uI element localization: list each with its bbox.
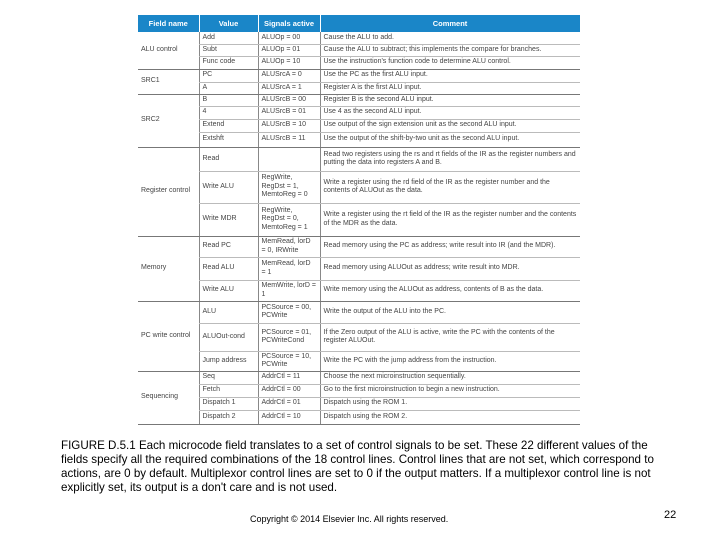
value-cell: Fetch (199, 384, 258, 397)
value-cell: Read (199, 147, 258, 171)
table-row (138, 280, 580, 301)
field-name-cell: PC write control (138, 301, 199, 371)
table-row (138, 56, 580, 69)
field-name-cell: SRC1 (138, 69, 199, 94)
comment-cell: Use 4 as the second ALU input. (320, 106, 580, 119)
value-cell: Write MDR (199, 203, 258, 236)
value-cell: Dispatch 1 (199, 397, 258, 410)
comment-cell: Read two registers using the rs and rt fields of the IR as the register numbers and putting the data into registers A and B. (320, 147, 580, 171)
comment-cell: Register A is the first ALU input. (320, 82, 580, 94)
comment-cell: Go to the first microinstruction to begin a new instruction. (320, 384, 580, 397)
value-cell: B (199, 94, 258, 106)
comment-cell: Use the PC as the first ALU input. (320, 69, 580, 82)
value-cell: Read ALU (199, 257, 258, 280)
comment-cell: Use the instruction's function code to determine ALU control. (320, 56, 580, 69)
signals-cell (258, 147, 320, 171)
figure-caption: FIGURE D.5.1 Each microcode field translates to a set of control signals to be set. These 22 different values of the fields specify all the required combinations of the 18 control lines. Control lines that are not set, which correspond to actions, are 0 by default. Multiplexor control lines are set to 0 if the output matters. If a multiplexor control line is not explicitly set, its output is a don't care and is not used. (61, 439, 654, 494)
comment-cell: Read memory using the PC as address; write result into IR (and the MDR). (320, 236, 580, 257)
header-field-name: Field name (138, 15, 199, 32)
signals-cell: AddrCtl = 11 (258, 371, 320, 384)
signals-cell: ALUOp = 01 (258, 44, 320, 56)
table-row (138, 69, 580, 82)
table-row (138, 236, 580, 257)
value-cell: Extshft (199, 132, 258, 147)
value-cell: ALUOut-cond (199, 323, 258, 351)
comment-cell: Dispatch using the ROM 1. (320, 397, 580, 410)
signals-cell: PCSource = 10, PCWrite (258, 351, 320, 371)
value-cell: Write ALU (199, 171, 258, 203)
signals-cell: RegWrite, RegDst = 0, MemtoReg = 1 (258, 203, 320, 236)
value-cell: Seq (199, 371, 258, 384)
signals-cell: ALUSrcB = 00 (258, 94, 320, 106)
comment-cell: Write the PC with the jump address from the instruction. (320, 351, 580, 371)
signals-cell: MemWrite, lorD = 1 (258, 280, 320, 301)
table-row (138, 323, 580, 351)
signals-cell: PCSource = 00, PCWrite (258, 301, 320, 323)
table-row (138, 32, 580, 44)
field-name-cell: Register control (138, 147, 199, 236)
table-row (138, 132, 580, 147)
copyright-notice: Copyright © 2014 Elsevier Inc. All rights reserved. (250, 514, 449, 524)
field-name-cell: Memory (138, 236, 199, 301)
table-row (138, 44, 580, 56)
comment-cell: Cause the ALU to add. (320, 32, 580, 44)
header-comment: Comment (320, 15, 580, 32)
table-row (138, 94, 580, 106)
signals-cell: MemRead, lorD = 1 (258, 257, 320, 280)
table-row (138, 203, 580, 236)
comment-cell: Use the output of the shift-by-two unit as the second ALU input. (320, 132, 580, 147)
value-cell: A (199, 82, 258, 94)
value-cell: ALU (199, 301, 258, 323)
value-cell: 4 (199, 106, 258, 119)
field-name-cell: ALU control (138, 32, 199, 69)
table-row (138, 171, 580, 203)
signals-cell: MemRead, lorD = 0, IRWrite (258, 236, 320, 257)
comment-cell: Read memory using ALUOut as address; write result into MDR. (320, 257, 580, 280)
value-cell: Subt (199, 44, 258, 56)
table-row (138, 257, 580, 280)
value-cell: Add (199, 32, 258, 44)
value-cell: Dispatch 2 (199, 410, 258, 424)
comment-cell: Register B is the second ALU input. (320, 94, 580, 106)
signals-cell: ALUOp = 10 (258, 56, 320, 69)
table-row (138, 82, 580, 94)
table-row (138, 147, 580, 171)
table-row (138, 410, 580, 424)
comment-cell: Write a register using the rt field of the IR as the register number and the contents of the MDR as the data. (320, 203, 580, 236)
comment-cell: Write a register using the rd field of the IR as the register number and the contents of ALUOut as the data. (320, 171, 580, 203)
comment-cell: Choose the next microinstruction sequentially. (320, 371, 580, 384)
signals-cell: ALUSrcB = 10 (258, 119, 320, 132)
value-cell: Jump address (199, 351, 258, 371)
table-row (138, 106, 580, 119)
signals-cell: ALUSrcA = 0 (258, 69, 320, 82)
comment-cell: If the Zero output of the ALU is active, write the PC with the contents of the register ALUOut. (320, 323, 580, 351)
table-row (138, 351, 580, 371)
header-signals-active: Signals active (258, 15, 320, 32)
value-cell: Extend (199, 119, 258, 132)
page-number: 22 (664, 509, 677, 521)
signals-cell: ALUSrcB = 01 (258, 106, 320, 119)
signals-cell: ALUOp = 00 (258, 32, 320, 44)
value-cell: Write ALU (199, 280, 258, 301)
field-name-cell: Sequencing (138, 371, 199, 424)
signals-cell: AddrCtl = 10 (258, 410, 320, 424)
table-row (138, 397, 580, 410)
comment-cell: Dispatch using the ROM 2. (320, 410, 580, 424)
comment-cell: Write memory using the ALUOut as address, contents of B as the data. (320, 280, 580, 301)
table-row (138, 384, 580, 397)
table-row (138, 119, 580, 132)
signals-cell: PCSource = 01, PCWriteCond (258, 323, 320, 351)
field-name-cell: SRC2 (138, 94, 199, 147)
header-value: Value (199, 15, 258, 32)
signals-cell: RegWrite, RegDst = 1, MemtoReg = 0 (258, 171, 320, 203)
signals-cell: AddrCtl = 01 (258, 397, 320, 410)
comment-cell: Cause the ALU to subtract; this implements the compare for branches. (320, 44, 580, 56)
value-cell: PC (199, 69, 258, 82)
value-cell: Func code (199, 56, 258, 69)
signals-cell: ALUSrcB = 11 (258, 132, 320, 147)
signals-cell: ALUSrcA = 1 (258, 82, 320, 94)
table-header-row (138, 15, 580, 32)
microcode-field-table (138, 15, 581, 425)
signals-cell: AddrCtl = 00 (258, 384, 320, 397)
comment-cell: Use output of the sign extension unit as the second ALU input. (320, 119, 580, 132)
table-row (138, 301, 580, 323)
comment-cell: Write the output of the ALU into the PC. (320, 301, 580, 323)
value-cell: Read PC (199, 236, 258, 257)
table-row (138, 371, 580, 384)
table-body (138, 32, 580, 424)
